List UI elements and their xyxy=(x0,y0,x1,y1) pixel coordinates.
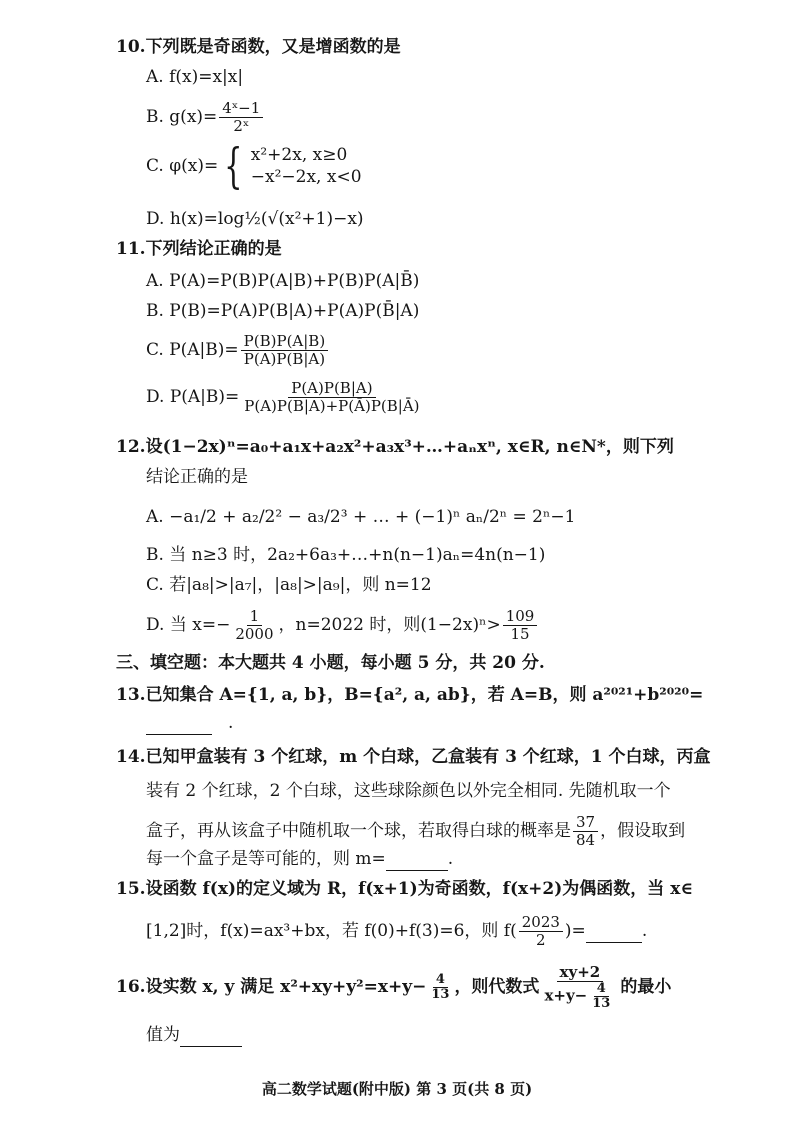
q10-option-b-denominator: 2ˣ xyxy=(233,117,250,135)
q15-fraction xyxy=(519,914,563,949)
q16-fraction-b-denominator-prefix: x+y− xyxy=(544,986,588,1005)
q16-fraction-c xyxy=(589,982,613,1011)
q11-option-c-prefix: C. P(A|B)= xyxy=(146,340,239,360)
q16-line1-suffix: 的最小 xyxy=(620,977,672,997)
q12-option-d-fraction1 xyxy=(232,608,276,643)
q12-stem: 12.设(1−2x)ⁿ=a₀+a₁x+a₂x²+a₃x³+…+aₙxⁿ, x∈R, n∈N*，则下列 xyxy=(116,437,674,457)
q11-option-b: B. P(B)=P(A)P(B|A)+P(A)P(B̄|A) xyxy=(146,301,420,321)
q15-line1: 15.设函数 f(x)的定义域为 R，f(x+1)为奇函数，f(x+2)为偶函数，当 x∈ xyxy=(116,879,693,899)
q15-fraction-numerator: 2023 xyxy=(519,914,563,932)
q13-answer-line xyxy=(146,712,233,735)
q13-tail: . xyxy=(228,713,234,733)
q11-option-c-fraction xyxy=(241,333,329,368)
q14-line3 xyxy=(146,814,685,849)
q16-fraction-c-numerator: 4 xyxy=(594,982,609,997)
q16-fraction-c-denominator: 13 xyxy=(592,996,611,1011)
page-footer: 高二数学试题(附中版) 第 3 页(共 8 页) xyxy=(261,1080,533,1098)
q11-stem: 11.下列结论正确的是 xyxy=(116,239,282,259)
q15-fraction-denominator: 2 xyxy=(536,931,546,949)
q12-option-d-middle: ，n=2022 时，则(1−2x)ⁿ> xyxy=(278,615,501,635)
q14-line4-text: 每一个盒子是等可能的，则 m= xyxy=(146,849,386,869)
q16-fraction-b-denominator xyxy=(541,982,618,1011)
q14-line4 xyxy=(146,848,453,871)
q16-answer-blank[interactable] xyxy=(180,1024,242,1047)
q11-option-d-denominator: P(A)P(B|A)+P(Ā)P(B|Ā) xyxy=(244,397,420,415)
q12-option-d-fraction2-denominator: 15 xyxy=(510,625,530,643)
q15-line2-suffix: )= xyxy=(564,921,586,941)
q14-line1: 14.已知甲盒装有 3 个红球，m 个白球，乙盒装有 3 个红球，1 个白球，丙盒 xyxy=(116,747,711,767)
q14-fraction-denominator: 84 xyxy=(576,831,596,849)
q14-tail: . xyxy=(447,849,454,869)
q16-line2 xyxy=(146,1024,242,1047)
q13-line1: 13.已知集合 A={1, a, b}，B={a², a, ab}，若 A=B，则 a²⁰²¹+b²⁰²⁰= xyxy=(116,685,704,705)
q11-option-a: A. P(A)=P(B)P(A|B)+P(B)P(A|B̄) xyxy=(146,271,420,291)
q11-option-d xyxy=(146,380,425,415)
q16-fraction-a-denominator: 13 xyxy=(431,987,450,1002)
q10-option-c-prefix: C. φ(x)= xyxy=(146,156,219,176)
q12-option-a: A. −a₁/2 + a₂/2² − a₃/2³ + … + (−1)ⁿ aₙ/2ⁿ = 2ⁿ−1 xyxy=(146,507,576,527)
q11-option-d-fraction xyxy=(241,380,422,415)
q12-option-d-prefix: D. 当 x=− xyxy=(146,615,231,635)
q16-line1-middle: ，则代数式 xyxy=(454,977,540,997)
q12-option-d-fraction2-numerator: 109 xyxy=(503,608,538,626)
section-3-heading: 三、填空题：本大题共 4 小题，每小题 5 分，共 20 分. xyxy=(116,653,545,673)
q10-option-c-case2: −x²−2x, x<0 xyxy=(250,167,362,187)
q10-option-c-cases xyxy=(251,144,362,188)
left-brace-icon: { xyxy=(224,138,243,194)
q16-fraction-a-numerator: 4 xyxy=(433,973,448,988)
q10-option-c xyxy=(146,138,362,194)
q12-option-d-fraction2 xyxy=(503,608,538,643)
q14-answer-blank[interactable] xyxy=(386,848,448,871)
q16-fraction-b-numerator: xy+2 xyxy=(557,964,604,982)
q10-option-d: D. h(x)=log½(√(x²+1)−x) xyxy=(146,209,364,229)
q14-fraction-numerator: 37 xyxy=(573,814,598,832)
q11-option-c-denominator: P(A)P(B|A) xyxy=(243,350,326,368)
q12-option-d xyxy=(146,608,539,643)
q10-option-b-fraction xyxy=(219,100,263,135)
q12-option-b: B. 当 n≥3 时，2a₂+6a₃+…+n(n−1)aₙ=4n(n−1) xyxy=(146,545,546,565)
q14-fraction xyxy=(573,814,598,849)
q10-stem: 10.下列既是奇函数，又是增函数的是 xyxy=(116,37,401,57)
q14-line3-prefix: 盒子，再从该盒子中随机取一个球，若取得白球的概率是 xyxy=(146,821,571,841)
q11-option-d-numerator: P(A)P(B|A) xyxy=(288,380,375,398)
q14-line2: 装有 2 个红球，2 个白球，这些球除颜色以外完全相同. 先随机取一个 xyxy=(146,781,671,801)
q10-option-b-prefix: B. g(x)= xyxy=(146,107,218,127)
q11-option-c xyxy=(146,333,330,368)
q15-tail: . xyxy=(641,921,648,941)
q14-line3-suffix: ，假设取到 xyxy=(600,821,686,841)
q12-option-c: C. 若|a₈|>|a₇|，|a₈|>|a₉|，则 n=12 xyxy=(146,575,432,595)
q12-option-d-fraction1-denominator: 2000 xyxy=(235,625,274,643)
q15-line2 xyxy=(146,914,647,949)
q13-answer-blank[interactable] xyxy=(146,712,212,735)
q16-fraction-b xyxy=(541,964,618,1011)
q15-answer-blank[interactable] xyxy=(586,920,642,943)
q10-option-b xyxy=(146,100,265,135)
q16-fraction-a xyxy=(428,973,452,1002)
q10-option-a: A. f(x)=x|x| xyxy=(146,67,244,87)
q12-stem-continued: 结论正确的是 xyxy=(146,467,248,487)
q10-option-c-piecewise xyxy=(146,138,362,194)
q12-option-d-fraction1-numerator: 1 xyxy=(247,608,263,626)
q15-line2-prefix: [1,2]时，f(x)=ax³+bx，若 f(0)+f(3)=6，则 f( xyxy=(146,921,517,941)
q11-option-d-prefix: D. P(A|B)= xyxy=(146,387,240,407)
q16-line1 xyxy=(116,964,671,1011)
q16-line2-text: 值为 xyxy=(146,1025,180,1045)
q16-line1-prefix: 16.设实数 x, y 满足 x²+xy+y²=x+y− xyxy=(116,977,427,997)
q10-option-c-case1: x²+2x, x≥0 xyxy=(250,145,348,165)
q10-option-b-numerator: 4ˣ−1 xyxy=(219,100,263,118)
q11-option-c-numerator: P(B)P(A|B) xyxy=(241,333,329,351)
